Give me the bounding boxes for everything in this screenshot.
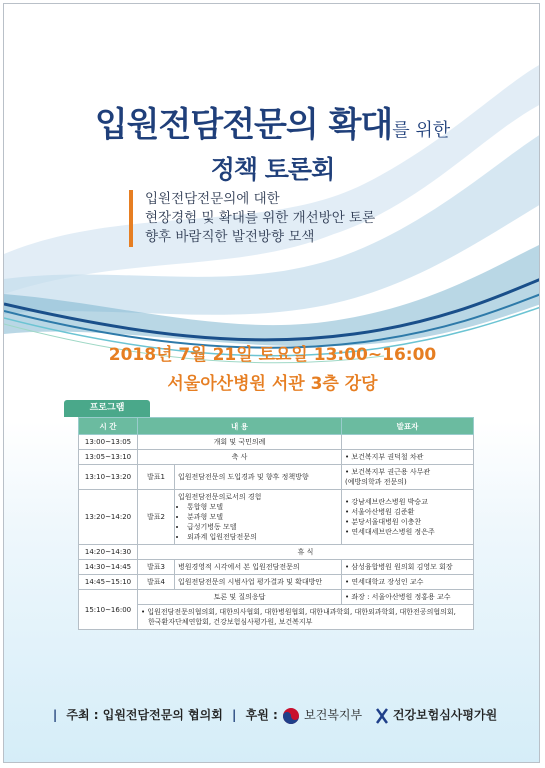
sponsor-hira: 건강보험심사평가원 [392, 708, 498, 722]
host-name: 입원전담전문의 협의회 [102, 708, 223, 722]
subtitle-line: 현장경험 및 확대를 위한 개선방안 토론 [145, 210, 376, 226]
taegeuk-logo-icon [282, 707, 300, 725]
main-title-suffix: 를 위한 [392, 120, 451, 141]
subtitle-block [129, 190, 375, 247]
hira-logo-icon [375, 707, 389, 725]
header-presenter: 발표자 [342, 418, 474, 435]
table-row: 13:00~13:05 개회 및 국민의례 [79, 435, 474, 450]
subtitle-line: 입원전담전문의에 대한 [145, 191, 280, 207]
footer: | 주최 : 입원전담전문의 협의회 | 후원 : 보건복지부 건강보험심사평가원 [4, 706, 540, 725]
table-row: 14:20~14:30 휴 식 [79, 545, 474, 560]
sponsor-mohw: 보건복지부 [304, 708, 363, 722]
table-header [79, 418, 474, 435]
table-row: 14:30~14:45 발표3 병원경영적 시각에서 본 입원전담전문의 • 삼성융합병원 원의회 김영모 회장 [79, 560, 474, 575]
table-row: 15:10~16:00 토론 및 질의응답 • 좌장 : 서울아산병원 정홍용 교수 [79, 590, 474, 605]
table-row: 13:10~13:20 발표1 입원전담전문의 도입경과 및 향후 정책방향 • 보건복지부 권근용 사무관 (예방의학과 전문의) [79, 465, 474, 490]
subtitle-line: 향후 바람직한 발전방향 모색 [145, 229, 315, 245]
sub-title: 정책 토론회 [210, 155, 335, 184]
event-date: 2018년 7월 21일 토요일 13:00~16:00 [108, 345, 437, 365]
table-row: • 입원전담전문의협의회, 대한의사협회, 대한병원협회, 대한내과학회, 대한외과학회, 대한전공의협의회, 한국환자단체연합회, 건강보험심사평가원, 보건복지부 [79, 605, 474, 630]
poster [3, 3, 540, 763]
sponsor-label: 후원 [245, 708, 269, 722]
table-row: 14:45~15:10 발표4 입원전담전문의 시범사업 평가결과 및 확대방안 • 연세대학교 장성인 교수 [79, 575, 474, 590]
program-table [78, 417, 474, 630]
table-row: 13:05~13:10 축 사 • 보건복지부 권덕철 차관 [79, 450, 474, 465]
host-label: 주최 [66, 708, 90, 722]
header-time: 시 간 [79, 418, 138, 435]
program-tab: 프로그램 [64, 400, 150, 417]
main-title: 입원전담전문의 확대를 위한 [94, 105, 451, 145]
table-row: 13:20~14:20 발표2 입원전담전문의로서의 경험 • 통합형 모델 • 분과형 모델 • 급성기병동 모델 • 외과계 입원전담전문의 • 강남세브란스병원 박승교 • 서울아산병원 김준환 • 분당서울대병원 이충찬 • 연세대세브란스병원 정은주 [79, 490, 474, 545]
header-content: 내 용 [138, 418, 342, 435]
event-venue: 서울아산병원 서관 3층 강당 [167, 374, 378, 394]
